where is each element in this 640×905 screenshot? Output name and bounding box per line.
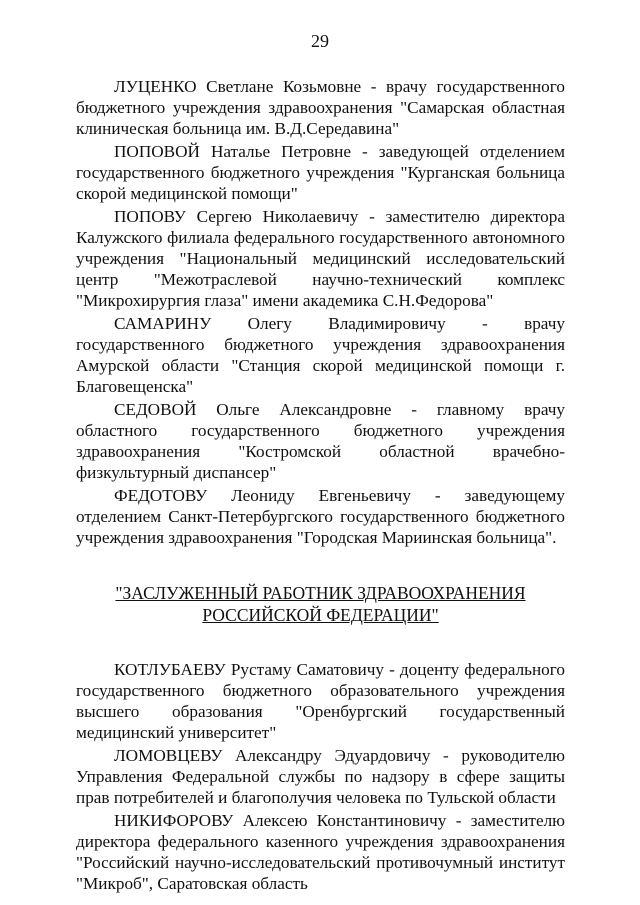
award-entry: ФЕДОТОВУ Леониду Евгеньевичу - заведующему отделением Санкт-Петербургского государственного бюджетного учреждения здравоохранения "Городская Мариинская больница". <box>76 486 565 547</box>
award-entry: ЛУЦЕНКО Светлане Козьмовне - врачу государственного бюджетного учреждения здравоохранения "Самарская областная клиническая больница им. В.Д.Середавина" <box>76 77 565 138</box>
award-entry: ЛОМОВЦЕВУ Александру Эдуардовичу - руководителю Управления Федеральной службы по надзору в сфере защиты прав потребителей и благополучия человека по Тульской области <box>76 746 565 807</box>
award-entry: СЕДОВОЙ Ольге Александровне - главному врачу областного государственного бюджетного учреждения здравоохранения "Костромской областной врачебно-физкультурный диспансер" <box>76 400 565 482</box>
award-entry: САМАРИНУ Олегу Владимировичу - врачу государственного бюджетного учреждения здравоохранения Амурской области "Станция скорой медицинской помощи г. Благовещенска" <box>76 314 565 396</box>
award-entry: КОТЛУБАЕВУ Рустаму Саматовичу - доценту федерального государственного бюджетного образовательного учреждения высшего образования "Оренбургский государственный медицинский университет" <box>76 660 565 742</box>
award-entry: НИКИФОРОВУ Алексею Константиновичу - заместителю директора федерального казенного учреждения здравоохранения "Российский научно-исследовательский противочумный институт "Микроб", Саратовская область <box>76 811 565 893</box>
section-heading-line: "ЗАСЛУЖЕННЫЙ РАБОТНИК ЗДРАВООХРАНЕНИЯ <box>115 583 526 603</box>
section-heading-line: РОССИЙСКОЙ ФЕДЕРАЦИИ" <box>202 605 439 625</box>
section-heading <box>76 582 565 626</box>
document-body <box>76 76 565 896</box>
award-entry: ПОПОВОЙ Наталье Петровне - заведующей отделением государственного бюджетного учреждения "Курганская больница скорой медицинской помощи" <box>76 142 565 203</box>
award-entry: ПОПОВУ Сергею Николаевичу - заместителю директора Калужского филиала федерального государственного автономного учреждения "Национальный медицинский исследовательский центр "Межотраслевой научно-технический комплекс "Микрохирургия глаза" имени академика С.Н.Федорова" <box>76 207 565 310</box>
page-number: 29 <box>311 31 329 51</box>
